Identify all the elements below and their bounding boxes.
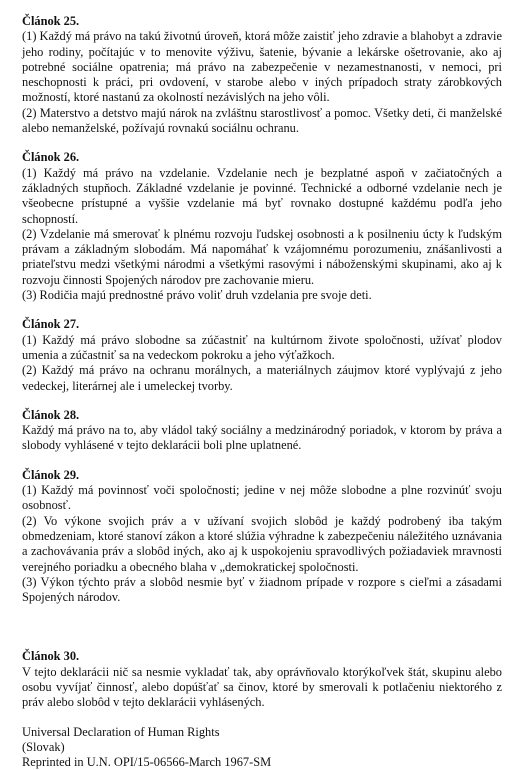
- article-paragraph: (2) Vo výkone svojich práv a v užívaní svojich slobôd je každý podrobený iba takým obmedzeniam, ktoré stanoví zákon a ktoré slúžia výhradne k zabezpečeniu náležitého uznávania a zachovávania práv a slobôd iných, ako aj k uspokojeniu spravodlivých požiadaviek mravnosti verejného poriadku a obecného blaha v „demokratickej spoločnosti.: [22, 513, 502, 574]
- article-paragraph: (1) Každý má právo na vzdelanie. Vzdelanie nech je bezplatné aspoň v začiatočných a základných stupňoch. Základné vzdelanie je povinné. Technické a odborné vzdelanie nech je všeobecne prístupné a vyššie vzdelanie má byť rovnako dostupné každému podľa jeho schopností.: [22, 165, 502, 226]
- footer-source-title: Universal Declaration of Human Rights: [22, 724, 220, 739]
- article-paragraph: (2) Materstvo a detstvo majú nárok na zvláštnu starostlivosť a pomoc. Všetky deti, či manželské alebo nemanželské, požívajú rovnakú sociálnu ochranu.: [22, 105, 502, 136]
- footer-language: (Slovak): [22, 739, 65, 754]
- article-paragraph: (2) Každý má právo na ochranu morálnych, a materiálnych záujmov ktoré vyplývajú z jeho vedeckej, literárnej ale i umeleckej tvorby.: [22, 363, 502, 393]
- article-paragraph: (3) Výkon týchto práv a slobôd nesmie byť v žiadnom prípade v rozpore s cieľmi a zásadami Spojených národov.: [22, 574, 502, 605]
- article-30: [22, 649, 502, 710]
- article-heading: Článok 28.: [22, 407, 80, 422]
- article-heading: Článok 25.: [22, 14, 80, 28]
- document-page: [22, 14, 502, 770]
- article-paragraph: (1) Každý má právo na takú životnú úroveň, ktorá môže zaistiť jeho zdravie a blahobyt a zdravie jeho rodiny, počítajúc v to menovite výživu, šatenie, bývanie a lekárske ošetrovanie, ako aj potrebné sociálne opatrenia; má právo na zabezpečenie v nezamestnanosti, v nemoci, pri neschopnosti k práci, pri ovdovení, v starobe alebo v iných prípadoch straty zárobkových možností, ktoré nastanú za okolností nezávislých na jeho vôli.: [22, 29, 502, 105]
- article-paragraph: (2) Vzdelanie má smerovať k plnému rozvoju ľudskej osobnosti a k posilneniu úcty k ľudským právam a základným slobodám. Má napomáhať k vzájomnému porozumeniu, znášanlivosti a priateľstvu medzi všetkými národmi a všetkými rasovými i náboženskými skupinami, ako aj k rozvoju činnosti Spojených národov pre zachovanie mieru.: [22, 226, 502, 287]
- footer-reprint-note: Reprinted in U.N. OPI/15-06566-March 1967-SM: [22, 755, 272, 770]
- article-paragraph: V tejto deklarácii nič sa nesmie vykladať tak, aby oprávňovalo ktorýkoľvek štát, skupinu alebo osobu vyvíjať činnosť, alebo dopúšťať sa činov, ktoré by smerovali k potlačeniu niektorého z práv alebo slobôd v tejto deklarácii vyhlásených.: [22, 664, 502, 710]
- article-heading: Článok 26.: [22, 150, 80, 165]
- article-28: [22, 408, 502, 454]
- article-heading: Článok 30.: [22, 649, 80, 664]
- article-26: [22, 150, 502, 303]
- article-27: [22, 317, 502, 393]
- article-heading: Článok 27.: [22, 317, 80, 332]
- article-29: [22, 468, 502, 606]
- article-25: [22, 14, 502, 136]
- document-footer: [22, 725, 502, 770]
- article-paragraph: (1) Každý má povinnosť voči spoločnosti; jedine v nej môže slobodne a plne rozvinúť svoju osobnosť.: [22, 483, 502, 513]
- article-heading: Článok 29.: [22, 467, 80, 482]
- article-paragraph: (1) Každý má právo slobodne sa zúčastniť na kultúrnom živote spoločnosti, užívať plodov umenia a zúčastniť sa na vedeckom pokroku a jeho výťažkoch.: [22, 332, 502, 362]
- article-paragraph: Každý má právo na to, aby vládol taký sociálny a medzinárodný poriadok, v ktorom by práva a slobody vyhlásené v tejto deklarácii boli plne uplatnené.: [22, 423, 502, 453]
- article-paragraph: (3) Rodičia majú prednostné právo voliť druh vzdelania pre svoje deti.: [22, 288, 372, 303]
